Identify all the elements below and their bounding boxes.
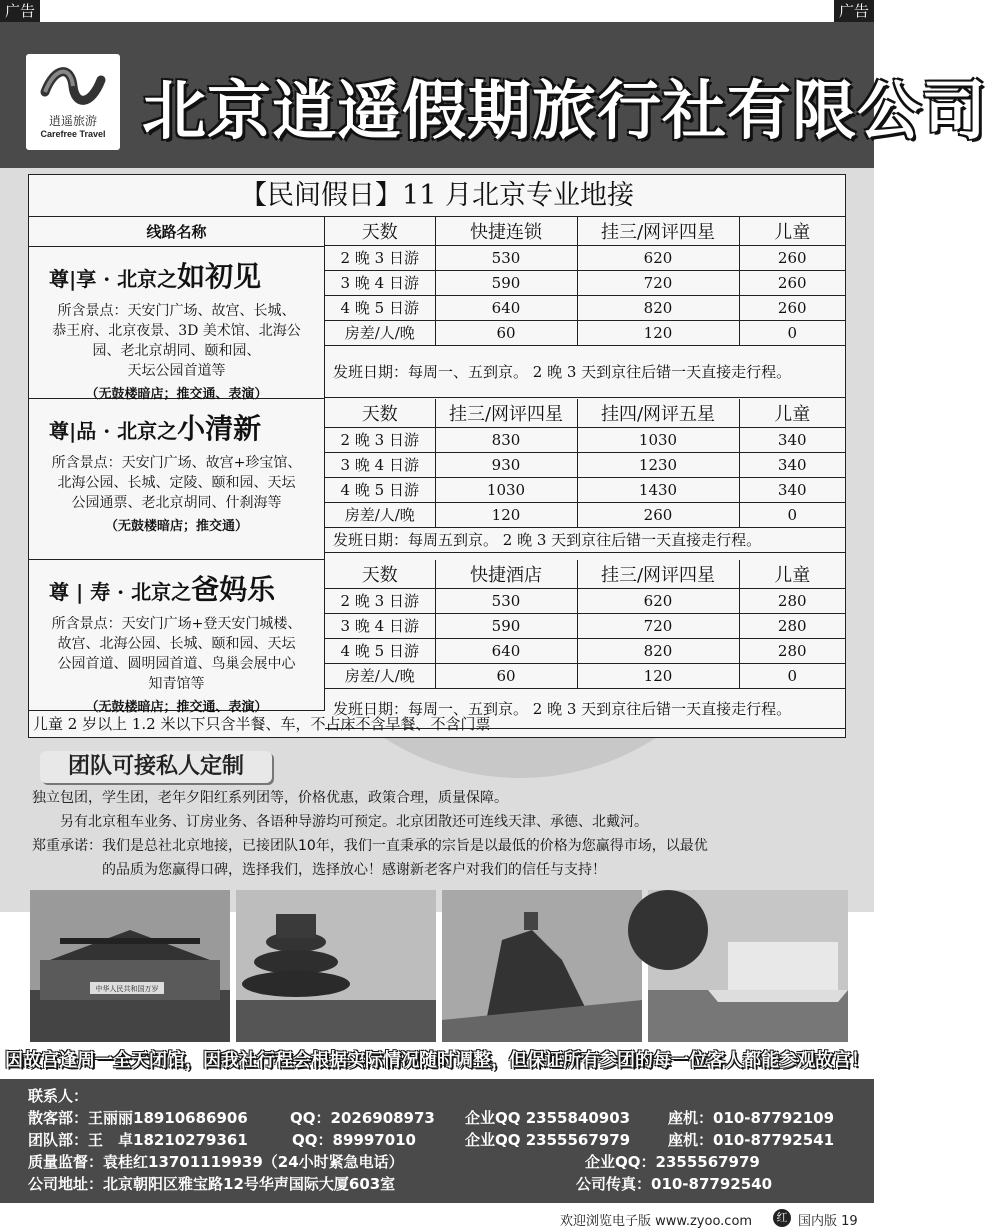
logo-english-text: Carefree Travel [40, 129, 106, 139]
red-badge-icon: 红 [773, 1209, 791, 1227]
table-row: 房差/人/晚 60 120 0 [325, 320, 845, 345]
header-banner [0, 22, 987, 168]
table-row: 2 晚 3 日游 530 620 260 [325, 245, 845, 270]
photo-temple-of-heaven [236, 890, 436, 1042]
page-footer [0, 1206, 874, 1230]
photo-summer-palace-boat [648, 890, 848, 1042]
price-table [28, 174, 846, 738]
ad-tag-left: 广告 [0, 0, 40, 22]
company-logo [26, 54, 120, 150]
route-spots: 所含景点：天安门广场+登天安门城楼、 故宫、北海公园、长城、颐和园、天坛 公园首道、圆明园首道、鸟巢会展中心 知青馆等 [51, 616, 302, 692]
route-1-price-grid: 天数 快捷连锁 挂三/网评四星 儿童 2 晚 3 日游 530 620 260 3 晚 4 日游 590 720 260 4 晚 5 日游 640 820 260 房差/人/晚 60 120 0 发班日期：每周一、五到京。 2 晚 3 天到京往后错一天直接走行程。 [325, 217, 845, 398]
route-3-price-grid: 天数 快捷酒店 挂三/网评四星 儿童 2 晚 3 日游 530 620 280 3 晚 4 日游 590 720 280 4 晚 5 日游 640 820 280 房差/人/晚 60 120 0 发班日期：每周一、五到京。 2 晚 3 天到京往后错一天直接走行程。 [325, 560, 845, 729]
route-note: （无鼓楼暗店；推交通、表演） [85, 700, 268, 715]
custom-team-banner: 团队可接私人定制 [40, 751, 272, 783]
route-name-header: 线路名称 [29, 217, 325, 247]
table-row: 4 晚 5 日游 1030 1430 340 [325, 477, 845, 502]
route-schedule: 发班日期：每周五到京。 2 晚 3 天到京往后错一天直接走行程。 [325, 527, 845, 552]
table-row: 4 晚 5 日游 640 820 260 [325, 295, 845, 320]
table-row: 3 晚 4 日游 930 1230 340 [325, 452, 845, 477]
table-row: 2 晚 3 日游 530 620 280 [325, 588, 845, 613]
route-schedule: 发班日期：每周一、五到京。 2 晚 3 天到京往后错一天直接走行程。 [325, 688, 845, 728]
route-note: （无鼓楼暗店；推交通、表演） [85, 387, 268, 402]
forbidden-city-warning: 因故宫逢周一全天闭馆，因我社行程会根据实际情况随时调整，但保证所有参团的每一位客人都能参观故宫！ [5, 1050, 869, 1071]
company-name: 北京逍遥假期旅行社有限公司 [142, 75, 987, 149]
table-row: 4 晚 5 日游 640 820 280 [325, 638, 845, 663]
contact-label: 联系人： [28, 1087, 89, 1105]
contact-row-address: 公司地址：北京朝阳区雅宝路12号华声国际大厦603室 公司传真：010-87792540 [28, 1175, 773, 1193]
gate-sign-text: 中华人民共和国万岁 [95, 985, 159, 993]
table-row: 2 晚 3 日游 830 1030 340 [325, 427, 845, 452]
contact-row-group: 团队部：王 卓18210279361 QQ：89997010 企业QQ 2355567979 座机：010-87792541 [28, 1131, 835, 1149]
contact-row-quality: 质量监督：袁桂红13701119939（24小时紧急电话） 企业QQ：2355567979 [28, 1153, 760, 1171]
contact-panel [0, 1079, 874, 1203]
table-row: 房差/人/晚 60 120 0 [325, 663, 845, 688]
table-row: 3 晚 4 日游 590 720 280 [325, 613, 845, 638]
main-content [0, 168, 874, 912]
contact-row-retail: 散客部：王丽丽18910686906 QQ：2026908973 企业QQ 2355840903 座机：010-87792109 [28, 1109, 835, 1127]
photo-tiananmen [30, 890, 230, 1042]
route-title: 尊|享 · 北京之如初见 [49, 260, 262, 293]
logo-chinese-text: 逍遥旅游 [48, 114, 97, 128]
website-link[interactable]: 欢迎浏览电子版 www.zyoo.com [560, 1214, 753, 1229]
table-row: 3 晚 4 日游 590 720 260 [325, 270, 845, 295]
logo-swirl-icon [41, 62, 105, 110]
team-description: 独立包团，学生团，老年夕阳红系列团等，价格优惠，政策合理，质量保障。 另有北京租车业务、订房业务、各语种导游均可预定。北京团散还可连线天津、承德、北戴河。 郑重承诺：我们是总社北京地接，已接团队10年，我们一直秉承的宗旨是以最低的价格为您赢得市场，以最优 的品质为您赢得口碑，选择我们，选择放心！感谢新老客户对我们的信任与支持！ [32, 790, 708, 878]
route-note: （无鼓楼暗店；推交通） [104, 519, 248, 534]
route-xiaoqingxin [29, 399, 325, 560]
photo-strip [30, 890, 848, 1042]
route-ruchujian [29, 247, 325, 402]
route-spots: 所含景点：天安门广场、故宫+珍宝馆、 北海公园、长城、定陵、颐和园、天坛 公园通票、老北京胡同、什刹海等 [51, 455, 302, 511]
route-title: 尊|品 · 北京之小清新 [49, 412, 262, 445]
table-title: 【民间假日】11 月北京专业地接 [29, 175, 845, 217]
edition-page-number: 国内版 19 [798, 1214, 858, 1229]
route-title: 尊 | 寿 · 北京之爸妈乐 [49, 573, 276, 606]
route-schedule: 发班日期：每周一、五到京。 2 晚 3 天到京往后错一天直接走行程。 [325, 345, 845, 397]
route-spots: 所含景点：天安门广场、故宫、长城、 恭王府、北京夜景、3D 美术馆、北海公 园、老北京胡同、颐和园、 天坛公园首道等 [52, 303, 301, 379]
ad-tag-right: 广告 [834, 0, 874, 22]
photo-great-wall [442, 890, 642, 1042]
table-row: 房差/人/晚 120 260 0 [325, 502, 845, 527]
child-policy-note: 儿童 2 岁以上 1.2 米以下只含半餐、车，不占床不含早餐、不含门票 [33, 715, 491, 733]
route-2-price-grid: 天数 挂三/网评四星 挂四/网评五星 儿童 2 晚 3 日游 830 1030 340 3 晚 4 日游 930 1230 340 4 晚 5 日游 1030 1430 340 房差/人/晚 120 260 0 发班日期：每周五到京。 2 晚 3 天到京往后错一天直接走行程。 [325, 399, 845, 553]
route-bamale [29, 560, 325, 715]
